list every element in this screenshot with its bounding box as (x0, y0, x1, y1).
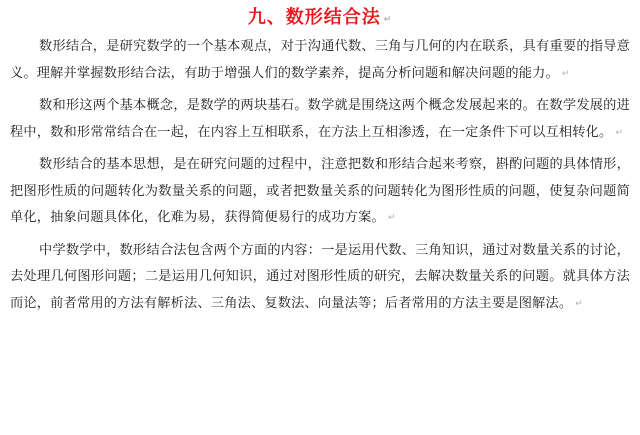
paragraph-text: 数形结合，是研究数学的一个基本观点，对于沟通代数、三角与几何的内在联系，具有重要的指导意义。理解并掌握数形结合法，有助于增强人们的数学素养，提高分析问题和解决问题的能力。 (10, 39, 630, 81)
paragraph-mark-icon: ↵ (387, 213, 396, 223)
paragraph-text: 中学数学中，数形结合法包含两个方面的内容：一是运用代数、三角知识，通过对数量关系的讨论，去处理几何图形问题；二是运用几何知识，通过对图形性质的研究，去解决数量关系的问题。就具体方法而论，前者常用的方法有解析法、三角法、复数法、向量法等；后者常用的方法主要是图解法。 (10, 242, 630, 311)
paragraph-text: 数和形这两个基本概念，是数学的两块基石。数学就是围绕这两个概念发展起来的。在数学发展的进程中，数和形常常结合在一起，在内容上互相联系，在方法上互相渗透，在一定条件下可以互相转化。 (10, 98, 630, 140)
paragraph-text: 数形结合的基本思想，是在研究问题的过程中，注意把数和形结合起来考察，斟酌问题的具体情形，把图形性质的问题转化为数量关系的问题，或者把数量关系的问题转化为图形性质的问题，使复杂问题简单化，抽象问题具体化，化难为易，获得简便易行的成功方案。 (10, 157, 630, 225)
body-paragraph-2 (10, 93, 630, 146)
paragraph-mark-icon: ↵ (561, 68, 570, 79)
paragraph-mark-icon: ↵ (383, 15, 393, 25)
body-paragraph-1 (10, 34, 630, 87)
paragraph-mark-icon: ↵ (615, 127, 624, 138)
section-title-text: 九、数形结合法 (247, 7, 381, 28)
paragraph-mark-icon: ↵ (575, 298, 584, 309)
section-title (10, 4, 630, 32)
body-paragraph-3 (10, 152, 630, 232)
body-paragraph-4 (10, 238, 630, 318)
